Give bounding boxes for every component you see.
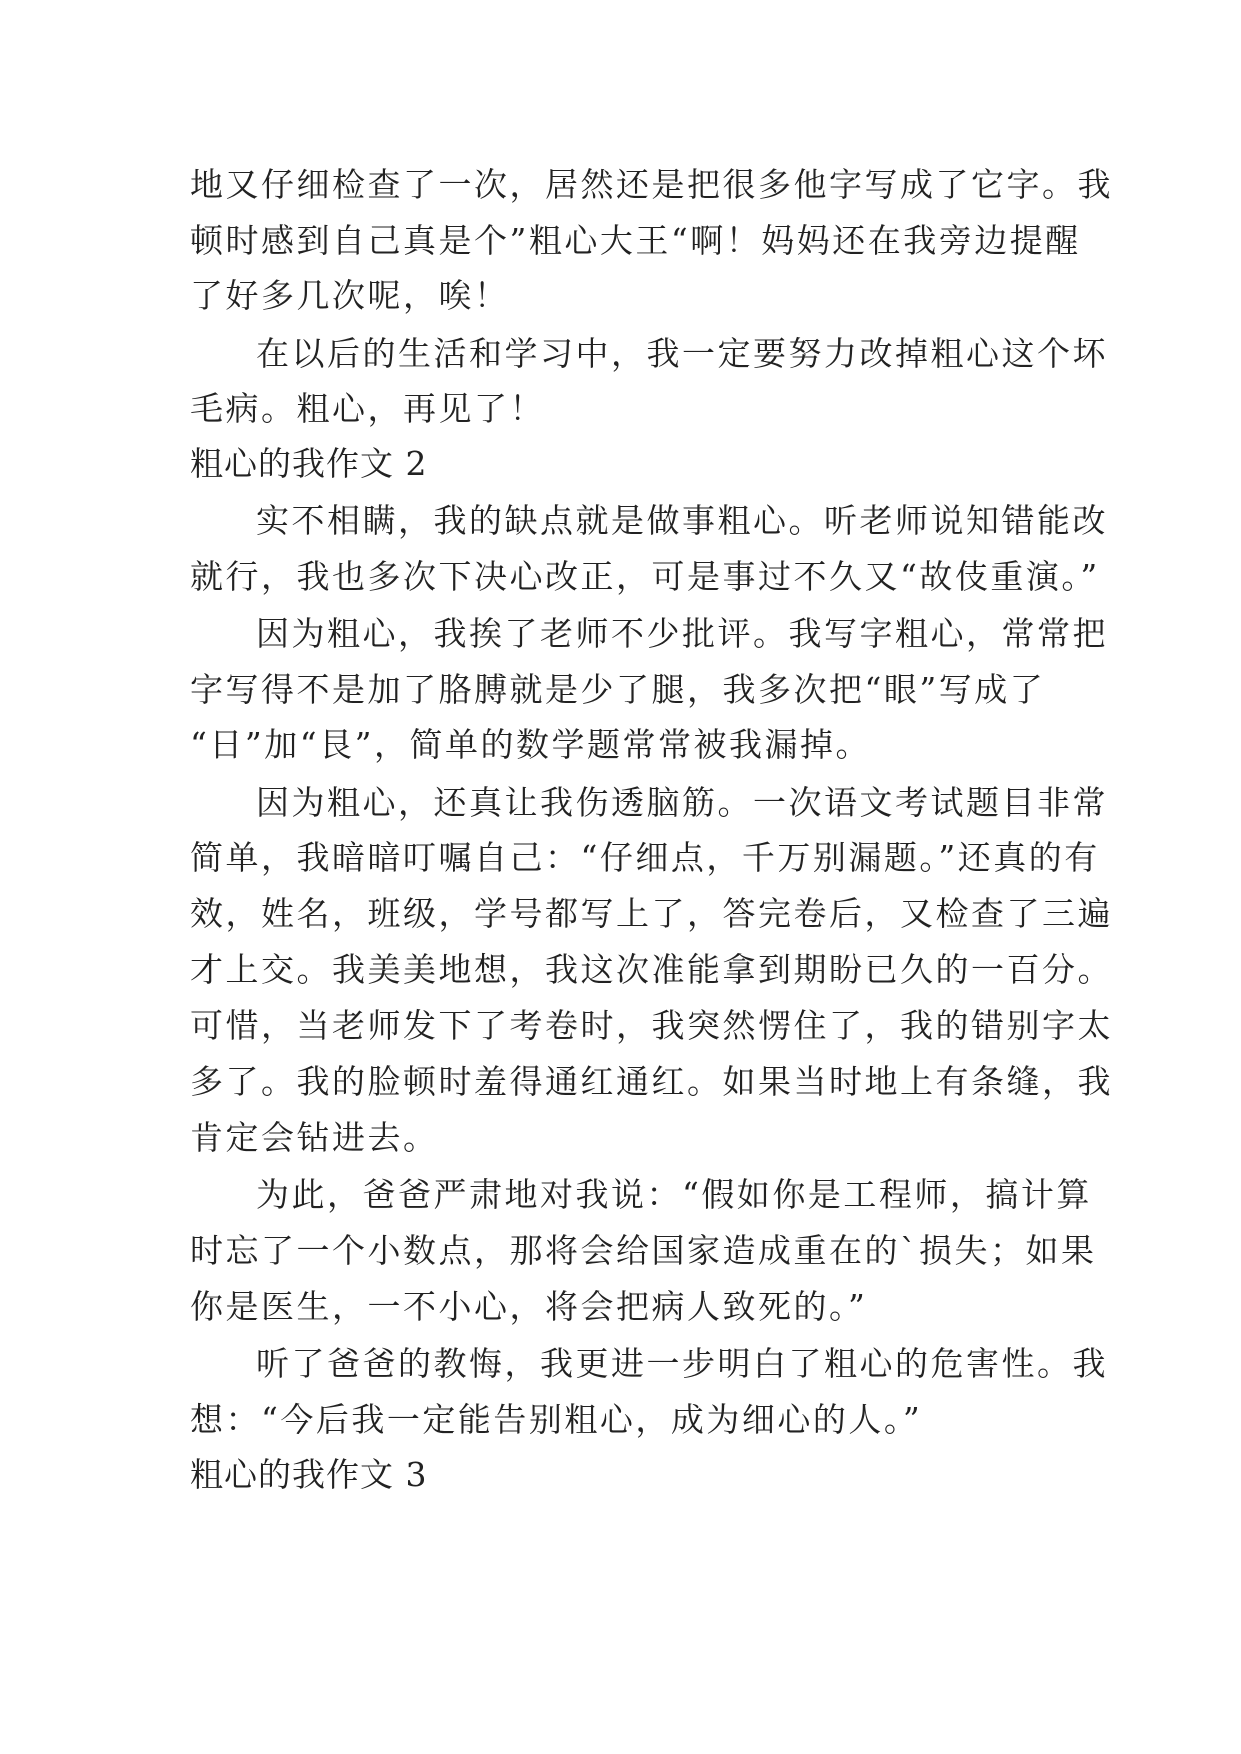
text-line: 效，姓名，班级，学号都写上了，答完卷后，又检查了三遍	[190, 894, 1113, 933]
text-line: 因为粗心，我挨了老师不少批评。我写字粗心，常常把	[256, 614, 1108, 653]
text-line: 时忘了一个小数点，那将会给国家造成重在的`损失；如果	[190, 1231, 1097, 1270]
text-line: 你是医生，一不小心，将会把病人致死的。”	[190, 1287, 868, 1326]
text-line: 想：“今后我一定能告别粗心，成为细心的人。”	[190, 1400, 923, 1439]
text-line: 了好多几次呢，唉！	[190, 276, 510, 315]
section-heading: 粗心的我作文 2	[190, 444, 428, 483]
text-line: 字写得不是加了胳膊就是少了腿，我多次把“眼”写成了	[190, 670, 1046, 709]
text-line: 听了爸爸的教悔，我更进一步明白了粗心的危害性。我	[256, 1344, 1108, 1383]
text-line: 肯定会钻进去。	[190, 1118, 439, 1157]
text-line: 可惜，当老师发下了考卷时，我突然愣住了，我的错别字太	[190, 1006, 1113, 1045]
text-line: 毛病。粗心，再见了！	[190, 389, 545, 428]
text-line: 多了。我的脸顿时羞得通红通红。如果当时地上有条缝，我	[190, 1062, 1113, 1101]
text-line: 顿时感到自己真是个”粗心大王“啊！妈妈还在我旁边提醒	[190, 221, 1081, 260]
text-line: 地又仔细检查了一次，居然还是把很多他字写成了它字。我	[190, 165, 1113, 204]
text-line: 就行，我也多次下决心改正，可是事过不久又“故伎重演。”	[190, 557, 1100, 596]
text-line: “日”加“艮”，简单的数学题常常被我漏掉。	[190, 725, 871, 764]
text-line: 实不相瞒，我的缺点就是做事粗心。听老师说知错能改	[256, 501, 1108, 540]
section-heading: 粗心的我作文 3	[190, 1455, 428, 1494]
text-line: 简单，我暗暗叮嘱自己：“仔细点，千万别漏题。”还真的有	[190, 838, 1100, 877]
text-line: 因为粗心，还真让我伤透脑筋。一次语文考试题目非常	[256, 783, 1108, 822]
text-line: 在以后的生活和学习中，我一定要努力改掉粗心这个坏	[256, 334, 1108, 373]
text-line: 才上交。我美美地想，我这次准能拿到期盼已久的一百分。	[190, 950, 1113, 989]
text-line: 为此，爸爸严肃地对我说：“假如你是工程师，搞计算	[256, 1175, 1092, 1214]
